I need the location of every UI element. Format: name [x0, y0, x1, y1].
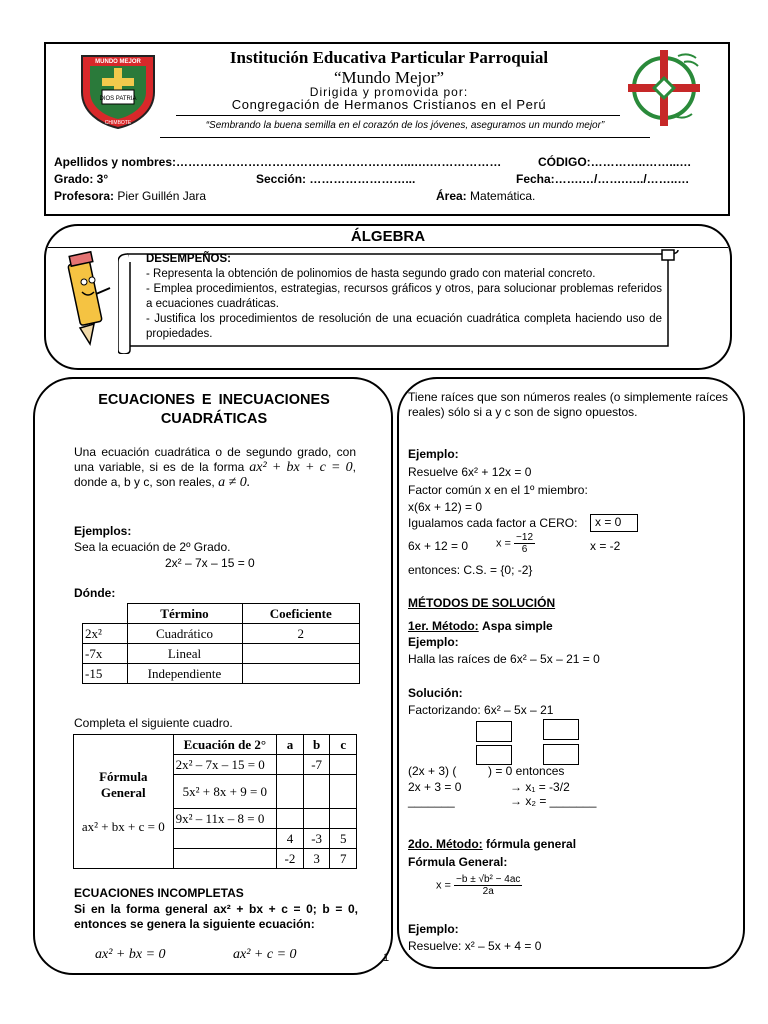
example-2-text: Resuelve: x² – 5x + 4 = 0	[408, 939, 542, 953]
school-logo-left	[76, 52, 160, 130]
pencil-mascot-icon	[60, 250, 118, 346]
formula-general-label: Fórmula General:	[408, 855, 508, 869]
aspa-box[interactable]	[476, 745, 512, 765]
page-number: 1	[383, 952, 390, 964]
step-line: Resuelve 6x² + 12x = 0	[408, 465, 532, 479]
incomplete-eq-b: ax² + c = 0	[233, 947, 297, 962]
coefficients-table	[73, 734, 357, 869]
area-row	[436, 189, 535, 203]
code-field-label[interactable]: CÓDIGO:…………..……...…	[538, 155, 692, 169]
formula-fraction	[454, 874, 522, 897]
formula-denominator: 2a	[482, 886, 494, 897]
teacher-name: Pier Guillén Jara	[117, 189, 207, 203]
root-step-blank[interactable]: _______	[408, 794, 455, 808]
fraction-denominator: 6	[521, 544, 528, 555]
date-field-label[interactable]: Fecha:…….…/…….…../……..…	[516, 172, 690, 186]
intro-condition: a ≠ 0.	[218, 475, 251, 490]
formula-label: Fórmula General	[99, 768, 148, 800]
step-line: Igualamos cada factor a CERO:	[408, 516, 578, 530]
terms-header: Coeficiente	[242, 604, 360, 624]
terms-cell: -7x	[83, 644, 128, 664]
school-name: “Mundo Mejor”	[333, 68, 444, 87]
grade-label: Grado: 3°	[54, 172, 109, 186]
svg-text:MUNDO MEJOR: MUNDO MEJOR	[95, 59, 141, 65]
intro-rest: , donde a, b y c, son reales,	[74, 460, 356, 489]
incomplete-eq-a: ax² + bx = 0	[95, 947, 166, 962]
method-1-example-label: Ejemplo:	[408, 635, 459, 649]
formula-numerator: −b ± √b² − 4ac	[456, 874, 521, 885]
coef-header: a	[277, 735, 304, 755]
root-step: 2x + 3 = 0	[408, 780, 462, 794]
aspa-box[interactable]	[543, 719, 579, 740]
coef-cell: 5x² + 8x + 9 = 0	[173, 775, 277, 809]
section-title-line: ECUACIONES E INECUACIONES	[98, 392, 330, 408]
answer-box: x = 0	[590, 514, 638, 532]
terms-table	[82, 603, 360, 684]
terms-corner	[83, 604, 128, 624]
donde-label: Dónde:	[74, 586, 116, 600]
examples-text: Sea la ecuación de 2º Grado.	[74, 540, 231, 554]
table-row	[83, 664, 360, 684]
area-label: Área:	[436, 189, 467, 203]
coef-cell[interactable]	[303, 775, 330, 809]
area-value: Matemática.	[470, 189, 536, 203]
method-2-name: fórmula general	[486, 837, 577, 851]
institution-name: Institución Educativa Particular Parroquial	[229, 48, 549, 67]
section-field-label[interactable]: Sección: ……………………...	[256, 172, 416, 186]
teacher-label: Profesora:	[54, 189, 115, 203]
incomplete-text: Si en la forma general ax² + bx + c = 0; b = 0, entonces se genera la siguiente ecuación:	[74, 902, 358, 931]
table-row	[83, 624, 360, 644]
factor-result: (2x + 3) (	[408, 764, 457, 778]
desempeno-item: - Justifica los procedimientos de resolución de una ecuación cuadrática completa haciendo uso de propiedades.	[146, 313, 662, 340]
terms-cell[interactable]	[242, 664, 360, 684]
congregation-name: Congregación de Hermanos Cristianos en el Perú	[231, 97, 547, 112]
table-row	[83, 644, 360, 664]
terms-cell: -15	[83, 664, 128, 684]
coef-cell[interactable]	[330, 775, 357, 809]
coef-cell[interactable]	[303, 809, 330, 829]
step-line: x(6x + 12) = 0	[408, 500, 483, 514]
fraction-expr	[496, 532, 535, 555]
terms-cell: 2x²	[83, 624, 128, 644]
incomplete-title: ECUACIONES INCOMPLETAS	[74, 886, 244, 900]
examples-label: Ejemplos:	[74, 524, 132, 538]
desempenos-title: DESEMPEÑOS:	[146, 253, 231, 265]
step-line: x = -2	[590, 539, 621, 553]
fraction-numerator: −12	[516, 532, 534, 543]
terms-header: Término	[127, 604, 242, 624]
coef-cell[interactable]	[277, 755, 304, 775]
name-field-label[interactable]: Apellidos y nombres:…………………………………………………...….………………	[54, 155, 502, 169]
intro-text: Una ecuación cuadrática o de segundo grado, con una variable, si es de la forma	[74, 445, 356, 474]
section-title	[80, 391, 348, 429]
method-2-label: 2do. Método:	[408, 837, 483, 851]
coef-cell: 2x² – 7x – 15 = 0	[173, 755, 277, 775]
solution-label: Solución:	[408, 686, 463, 700]
congregation-logo-right	[624, 46, 708, 130]
svg-text:CHIMBOTE: CHIMBOTE	[104, 120, 132, 126]
coef-header: b	[303, 735, 330, 755]
root-result-blank[interactable]: → x₂ = _______	[510, 794, 597, 808]
intro-paragraph	[74, 445, 356, 490]
terms-cell[interactable]: 2	[242, 624, 360, 644]
methods-title: MÉTODOS DE SOLUCIÓN	[408, 596, 556, 610]
coef-cell[interactable]: -7	[303, 755, 330, 775]
coef-cell: 7	[330, 849, 357, 869]
factor-line: Factorizando: 6x² – 5x – 21	[408, 703, 554, 717]
desempenos-list	[146, 267, 662, 342]
terms-cell: Independiente	[127, 664, 242, 684]
coef-cell[interactable]	[277, 809, 304, 829]
coef-cell: 3	[303, 849, 330, 869]
desempeno-item: - Representa la obtención de polinomios de hasta segundo grado con material concreto.	[146, 268, 596, 280]
teacher-row	[54, 189, 206, 203]
root-result: → x₁ = -3/2	[510, 780, 570, 794]
aspa-box[interactable]	[476, 721, 512, 742]
step-line: 6x + 12 = 0	[408, 539, 469, 553]
complete-label: Completa el siguiente cuadro.	[74, 716, 233, 730]
coef-cell[interactable]	[277, 775, 304, 809]
real-roots-text: Tiene raíces que son números reales (o simplemente raíces reales) sólo si a y c son de signo opuestos.	[408, 390, 728, 419]
motto-underline	[160, 137, 650, 138]
svg-text:DIOS PATRIA: DIOS PATRIA	[99, 96, 137, 102]
method-1-heading	[408, 619, 553, 634]
formula-prefix: x =	[436, 879, 451, 892]
coef-cell: 4	[277, 829, 304, 849]
step-line: Factor común x en el 1º miembro:	[408, 483, 588, 497]
coef-cell[interactable]	[330, 809, 357, 829]
coef-header: Ecuación de 2°	[173, 735, 277, 755]
coef-cell[interactable]	[330, 755, 357, 775]
method-1-label: 1er. Método:	[408, 619, 479, 633]
coef-cell: 9x² – 11x – 8 = 0	[173, 809, 277, 829]
header-divider	[176, 115, 620, 116]
directed-by: Dirigida y promovida por:	[309, 85, 469, 99]
formula-cell	[74, 735, 174, 869]
coef-header: c	[330, 735, 357, 755]
fraction-prefix: x =	[496, 537, 511, 550]
intro-formula: ax² + bx + c = 0	[249, 460, 353, 475]
example-label: Ejemplo:	[408, 447, 459, 461]
example-2-label: Ejemplo:	[408, 922, 459, 936]
algebra-title: ÁLGEBRA	[350, 228, 426, 245]
coef-cell: -3	[303, 829, 330, 849]
terms-cell: Cuadrático	[127, 624, 242, 644]
quadratic-formula	[436, 874, 522, 897]
coef-cell: 5	[330, 829, 357, 849]
section-title-line: CUADRÁTICAS	[160, 411, 268, 427]
motto: “Sembrando la buena semilla en el corazón de los jóvenes, aseguramos un mundo mejor”	[205, 120, 605, 131]
fraction	[514, 532, 535, 555]
coef-cell[interactable]	[173, 829, 277, 849]
terms-cell[interactable]	[242, 644, 360, 664]
step-line: entonces: C.S. = {0; -2}	[408, 563, 533, 577]
method-2-heading	[408, 837, 576, 852]
desempeno-item: - Emplea procedimientos, estrategias, recursos gráficos y otros, para solucionar problemas referidos a ecuaciones cuadráticas.	[146, 283, 662, 310]
example-equation: 2x² – 7x – 15 = 0	[165, 556, 255, 570]
terms-cell: Lineal	[127, 644, 242, 664]
coef-cell[interactable]	[173, 849, 277, 869]
aspa-box[interactable]	[543, 744, 579, 765]
method-1-name: Aspa simple	[482, 619, 553, 633]
method-1-task: Halla las raíces de 6x² – 5x – 21 = 0	[408, 652, 600, 666]
factor-result-end: ) = 0 entonces	[488, 764, 565, 778]
coef-cell: -2	[277, 849, 304, 869]
formula-general: ax² + bx + c = 0	[81, 818, 165, 834]
table-row	[74, 735, 357, 755]
